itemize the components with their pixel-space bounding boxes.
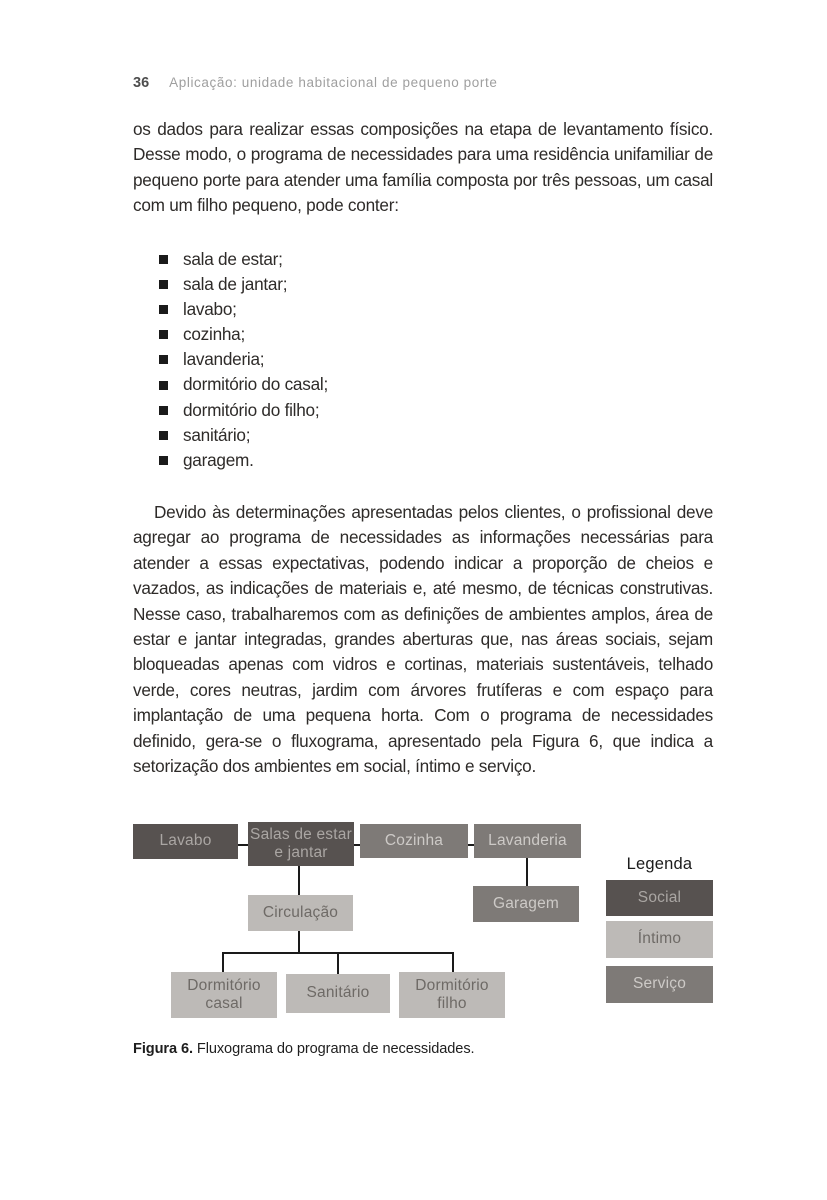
square-bullet-icon	[159, 406, 168, 415]
list-item	[159, 247, 328, 272]
flow-node-garagem: Garagem	[473, 886, 579, 922]
list-item-label: sala de jantar;	[183, 274, 288, 295]
list-item-label: cozinha;	[183, 324, 246, 345]
paragraph-requirements: Devido às determinações apresentadas pelos clientes, o profissional deve agregar ao programa de necessidades as informações necessárias para atender a essas expectativas, podendo indicar a proporção de cheios e vazados, as indicações de materiais e, até mesmo, de técnicas construtivas. Nesse caso, trabalharemos com as definições de ambientes amplos, área de estar e jantar integradas, grandes aberturas que, nas áreas sociais, sejam bloqueadas apenas com vidros e cortinas, materiais sustentáveis, telhado verde, cores neutras, jardim com árvores frutíferas e com espaço para implantação de uma pequena horta. Com o programa de necessidades definido, gera-se o fluxograma, apresentado pela Figura 6, que indica a setorização dos ambientes em social, íntimo e serviço.	[133, 502, 713, 777]
square-bullet-icon	[159, 381, 168, 390]
list-item-label: dormitório do filho;	[183, 399, 320, 420]
connector-line	[354, 844, 360, 846]
running-header	[133, 74, 713, 92]
square-bullet-icon	[159, 431, 168, 440]
list-item-label: sala de estar;	[183, 249, 283, 269]
list-item	[159, 423, 328, 448]
flow-node-sanitario: Sanitário	[286, 974, 390, 1013]
connector-line	[468, 844, 474, 846]
square-bullet-icon	[159, 305, 168, 314]
connector-line	[298, 931, 300, 954]
square-bullet-icon	[159, 280, 168, 289]
flow-node-lavabo: Lavabo	[133, 824, 238, 859]
list-item	[159, 322, 328, 347]
page-number: 36	[133, 75, 150, 91]
legend-item-social: Social	[606, 880, 713, 916]
list-item-label: lavanderia;	[183, 349, 265, 370]
flow-node-dorm-filho: Dormitório filho	[399, 972, 505, 1018]
list-item	[159, 398, 328, 423]
connector-line	[238, 844, 248, 846]
list-item	[159, 448, 328, 473]
figure-caption	[133, 1041, 713, 1057]
chapter-title: Aplicação: unidade habitacional de pequeno porte	[169, 75, 498, 90]
flow-node-cozinha: Cozinha	[360, 824, 468, 858]
figure-caption-label: Figura 6.	[133, 1041, 193, 1057]
square-bullet-icon	[159, 255, 168, 264]
connector-line	[452, 952, 454, 973]
flow-node-lavanderia: Lavanderia	[474, 824, 581, 858]
connector-line	[337, 952, 339, 975]
connector-line	[222, 952, 224, 973]
legend-item-intimo: Íntimo	[606, 921, 713, 958]
legend-title: Legenda	[626, 855, 693, 873]
rooms-list	[159, 247, 328, 473]
legend-item-servico: Serviço	[606, 966, 713, 1003]
connector-line	[298, 866, 300, 895]
list-item	[159, 347, 328, 372]
flow-node-dorm-casal: Dormitório casal	[171, 972, 277, 1018]
list-item-label: lavabo;	[183, 299, 237, 320]
connector-line	[526, 857, 528, 886]
square-bullet-icon	[159, 355, 168, 364]
flow-node-circulacao: Circulação	[248, 895, 353, 931]
list-item-label: sanitário;	[183, 424, 251, 445]
square-bullet-icon	[159, 330, 168, 339]
square-bullet-icon	[159, 456, 168, 465]
list-item	[159, 272, 328, 297]
figure-caption-text: Fluxograma do programa de necessidades.	[192, 1041, 475, 1057]
list-item	[159, 372, 328, 397]
list-item-label: dormitório do casal;	[183, 374, 328, 395]
list-item	[159, 297, 328, 322]
paragraph-intro: os dados para realizar essas composições na etapa de levantamento físico. Desse modo, o programa de necessidades para uma residência unifamiliar de pequeno porte para atender uma família composta por três pessoas, um casal com um filho pequeno, pode conter:	[133, 119, 713, 216]
flow-node-salas: Salas de estar e jantar	[248, 822, 354, 866]
connector-line	[222, 952, 454, 954]
list-item-label: garagem.	[183, 449, 254, 470]
